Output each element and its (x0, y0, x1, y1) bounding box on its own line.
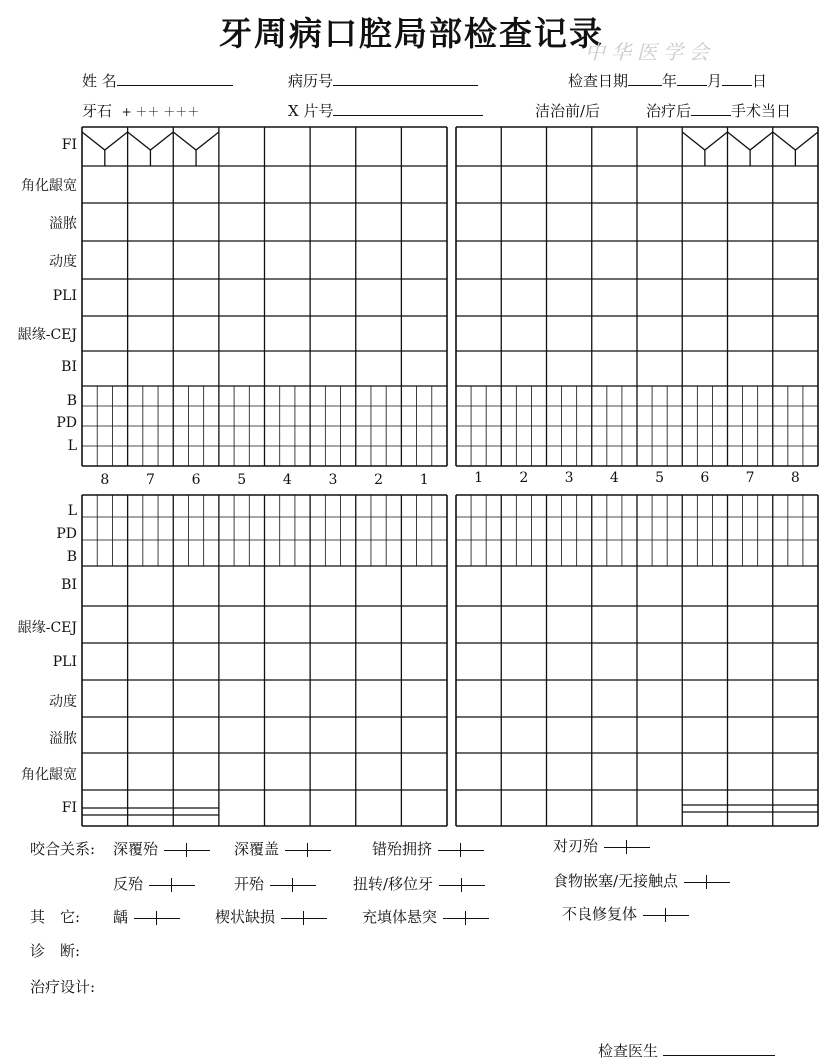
deep-overbite-item[interactable]: 深覆殆 (113, 838, 210, 859)
other-label: 其 它: (30, 908, 81, 926)
crowding-item[interactable]: 错殆拥挤 (372, 838, 484, 859)
tooth-cross-symbol (281, 911, 327, 925)
exam-date-label: 检查日期 (568, 72, 629, 90)
watermark-logo: 中华医学会 (585, 40, 715, 64)
row-label: 龈缘-CEJ (17, 620, 77, 636)
row-label: 龈缘-CEJ (17, 327, 77, 343)
scaling-label: 洁治前/后 (535, 102, 601, 120)
tooth-number: 6 (191, 472, 201, 488)
tooth-cross-symbol (285, 843, 331, 857)
tooth-cross-symbol (604, 840, 650, 854)
wedge-defect-item[interactable]: 楔状缺损 (215, 906, 327, 927)
tooth-number: 1 (474, 470, 484, 486)
treatment-plan-label: 治疗设计: (30, 978, 96, 996)
row-label: 溢脓 (49, 731, 77, 747)
tooth-number: 8 (790, 470, 800, 486)
occlusion-label: 咬合关系: (30, 840, 96, 858)
row-label: 溢脓 (49, 216, 77, 232)
caries-item[interactable]: 龋 (113, 906, 180, 927)
tooth-cross-symbol (164, 843, 210, 857)
furcation-marker (128, 132, 174, 150)
name-label: 姓 名 (82, 72, 117, 90)
tooth-cross-symbol (684, 875, 730, 889)
pd-row-label: PD (56, 526, 77, 542)
food-impaction-item[interactable]: 食物嵌塞/无接触点 (553, 870, 730, 891)
tooth-number: 1 (419, 472, 429, 488)
row-label: PLI (52, 654, 77, 670)
pd-row-label: B (66, 393, 77, 409)
row-label: 动度 (49, 694, 77, 710)
tooth-cross-symbol (270, 878, 316, 892)
diagnosis-label: 诊 断: (30, 942, 81, 960)
tooth-number: 8 (100, 472, 110, 488)
overhang-item[interactable]: 充填体悬突 (362, 906, 489, 927)
row-label: FI (61, 137, 77, 153)
furcation-marker (82, 132, 128, 150)
tooth-number: 3 (564, 470, 574, 486)
doctor-label: 检查医生 (598, 1042, 659, 1060)
tooth-cross-symbol (439, 878, 485, 892)
page-title: 牙周病口腔局部检查记录 (219, 14, 604, 53)
tooth-cross-symbol (134, 911, 180, 925)
tooth-number: 7 (145, 472, 155, 488)
day-label: 日 (752, 72, 768, 90)
row-label: PLI (52, 288, 77, 304)
tooth-number: 5 (655, 470, 665, 486)
tooth-number: 2 (519, 470, 529, 486)
furcation-marker (773, 132, 818, 150)
row-label: 角化龈宽 (21, 767, 77, 783)
row-label: FI (61, 800, 77, 816)
row-label: BI (61, 577, 77, 593)
tooth-number: 5 (237, 472, 247, 488)
tooth-number: 2 (374, 472, 384, 488)
row-label: 动度 (49, 254, 77, 270)
year-label: 年 (662, 72, 678, 90)
furcation-marker (682, 132, 727, 150)
tooth-number: 4 (609, 470, 619, 486)
calculus-label: 牙石 (82, 102, 113, 120)
tooth-number: 4 (282, 472, 292, 488)
surgery-day-label: 手术当日 (731, 102, 792, 120)
record-number-label: 病历号 (288, 72, 334, 90)
tooth-cross-symbol (149, 878, 195, 892)
furcation-marker (173, 132, 219, 150)
rotation-item[interactable]: 扭转/移位牙 (353, 873, 485, 894)
doctor-signature-blank[interactable] (663, 1041, 775, 1056)
tooth-number: 6 (700, 470, 710, 486)
tooth-number: 7 (745, 470, 755, 486)
tooth-cross-symbol (438, 843, 484, 857)
tooth-cross-symbol (643, 908, 689, 922)
row-label: 角化龈宽 (21, 178, 77, 194)
open-bite-item[interactable]: 开殆 (234, 873, 316, 894)
month-label: 月 (707, 72, 723, 90)
tooth-cross-symbol (443, 911, 489, 925)
pd-row-label: PD (56, 415, 77, 431)
tooth-number: 3 (328, 472, 338, 488)
deep-overjet-item[interactable]: 深覆盖 (234, 838, 331, 859)
furcation-marker (728, 132, 773, 150)
xray-label: X 片号 (288, 102, 334, 120)
pd-row-label: B (66, 549, 77, 565)
pd-row-label: L (67, 503, 77, 519)
calculus-grades: + ＋＋ ＋＋＋ (121, 105, 200, 119)
pd-row-label: L (67, 438, 77, 454)
doctor-field[interactable] (598, 1040, 775, 1061)
edge-to-edge-item[interactable]: 对刃殆 (553, 835, 650, 856)
poor-restoration-item[interactable]: 不良修复体 (562, 903, 689, 924)
crossbite-item[interactable]: 反殆 (113, 873, 195, 894)
after-treatment-label: 治疗后 (646, 102, 692, 120)
row-label: BI (61, 359, 77, 375)
